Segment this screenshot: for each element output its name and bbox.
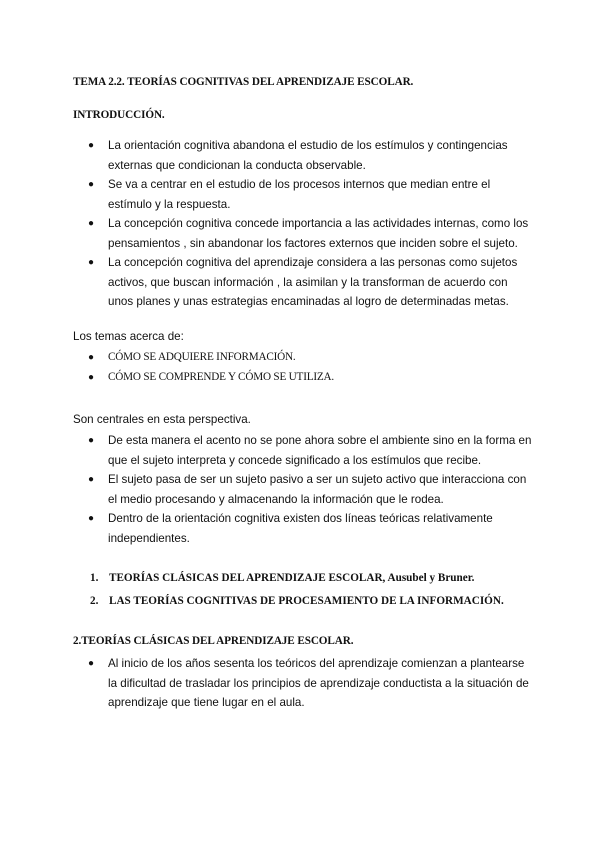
bullet-icon: ●: [88, 179, 95, 190]
bullet-icon: ●: [88, 435, 95, 446]
bullet-icon: ●: [88, 474, 95, 485]
list-item: ● CÓMO SE COMPRENDE Y CÓMO SE UTILIZA.: [73, 368, 533, 388]
list-item: ● Se va a centrar en el estudio de los procesos internos que median entre el estímulo y la respuesta.: [73, 175, 533, 214]
section2-heading: 2.TEORÍAS CLÁSICAS DEL APRENDIZAJE ESCOLAR.: [73, 635, 354, 647]
section2-list: [73, 654, 533, 713]
list-item: ● La concepción cognitiva concede importancia a las actividades internas, como los pensamientos , sin abandonar los factores externos que inciden sobre el sujeto.: [73, 214, 533, 253]
list-item: ● De esta manera el acento no se pone ahora sobre el ambiente sino en la forma en que el sujeto interpreta y concede significado a los estímulos que recibe.: [73, 431, 533, 470]
bullet-icon: ●: [88, 140, 95, 151]
intro-list: [73, 136, 533, 312]
temas-intro: Los temas acerca de:: [73, 330, 184, 343]
centrales-intro: Son centrales en esta perspectiva.: [73, 413, 251, 426]
bullet-icon: ●: [88, 658, 95, 669]
list-item: 1. TEORÍAS CLÁSICAS DEL APRENDIZAJE ESCOLAR, Ausubel y Bruner.: [90, 572, 475, 584]
bullet-icon: ●: [88, 218, 95, 229]
document-title: TEMA 2.2. TEORÍAS COGNITIVAS DEL APRENDIZAJE ESCOLAR.: [73, 76, 414, 88]
centrales-list: [73, 431, 533, 548]
bullet-icon: ●: [88, 513, 95, 524]
bullet-icon: ●: [88, 371, 94, 383]
numbered-list: [73, 571, 504, 617]
list-item: 2. LAS TEORÍAS COGNITIVAS DE PROCESAMIENTO DE LA INFORMACIÓN.: [90, 595, 504, 607]
list-item: ● CÓMO SE ADQUIERE INFORMACIÓN.: [73, 348, 533, 368]
bullet-icon: ●: [88, 257, 95, 268]
list-item: ● Al inicio de los años sesenta los teóricos del aprendizaje comienzan a plantearse la dificultad de trasladar los principios de aprendizaje conductista a la situación de aprendizaje que tiene lugar en el aula.: [73, 654, 533, 713]
intro-heading: INTRODUCCIÓN.: [73, 109, 165, 121]
list-item: ● La orientación cognitiva abandona el estudio de los estímulos y contingencias externas que condicionan la conducta observable.: [73, 136, 533, 175]
bullet-icon: ●: [88, 352, 94, 363]
list-item: ● El sujeto pasa de ser un sujeto pasivo a ser un sujeto activo que interacciona con el medio procesando y almacenando la información que le rodea.: [73, 470, 533, 509]
temas-list: [73, 348, 533, 387]
list-item: ● La concepción cognitiva del aprendizaje considera a las personas como sujetos activos, que buscan información , la asimilan y la transforman de acuerdo con unos planes y unas estrategias encaminadas al logro de determinadas metas.: [73, 253, 533, 312]
list-item: ● Dentro de la orientación cognitiva existen dos líneas teóricas relativamente independientes.: [73, 509, 533, 548]
